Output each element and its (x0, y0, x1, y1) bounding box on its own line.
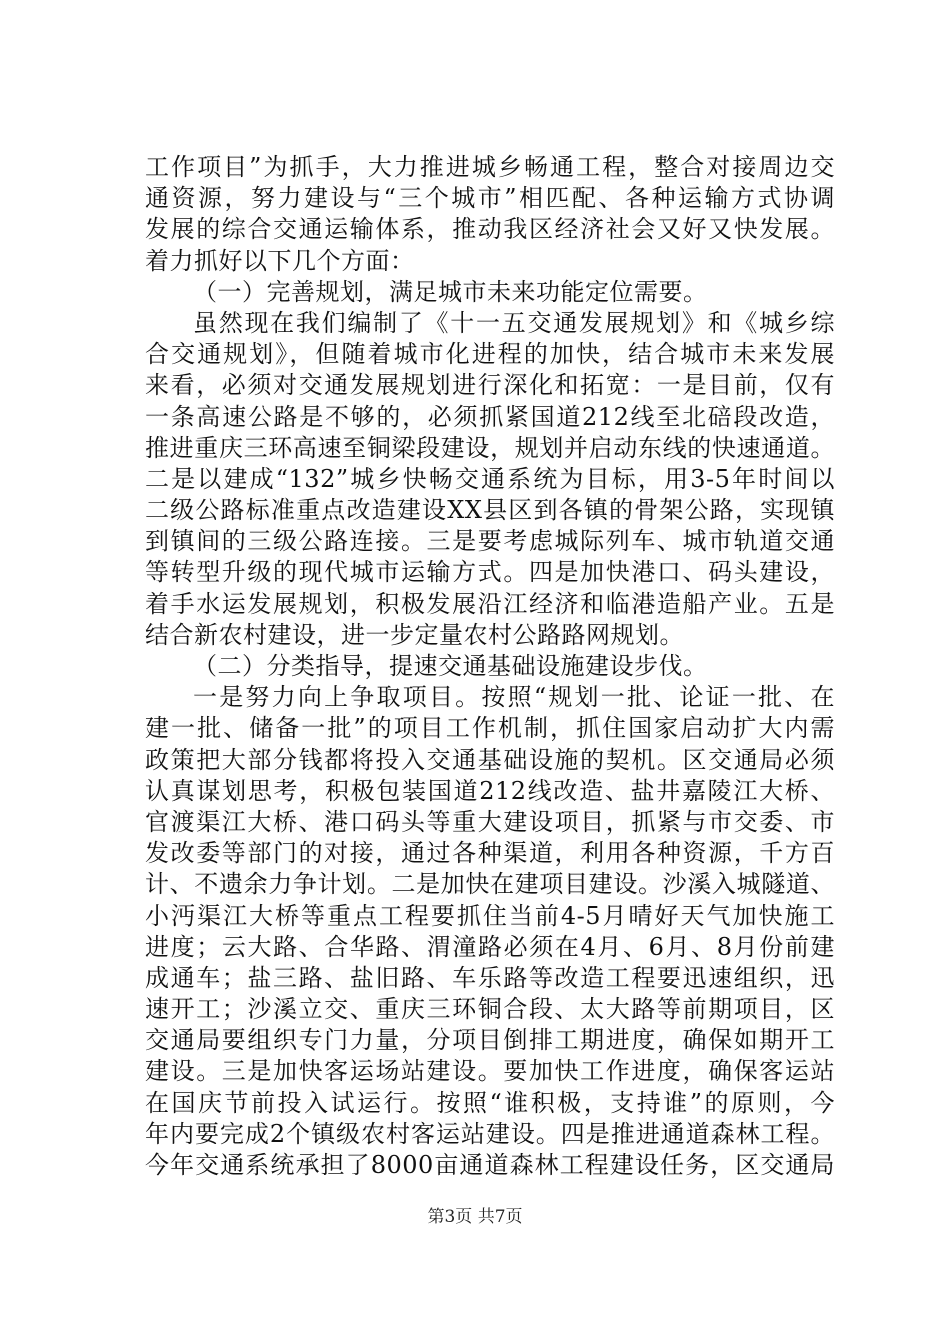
text-line: 发展的综合交通运输体系，推动我区经济社会又好又快发展。 (145, 215, 835, 244)
text-line: 二级公路标准重点改造建设XX县区到各镇的骨架公路，实现镇 (145, 496, 835, 525)
text-line: 二是以建成“132”城乡快畅交通系统为目标，用3-5年时间以 (145, 464, 835, 493)
text-line: 着力抓好以下几个方面： (145, 246, 415, 275)
text-line: 小沔渠江大桥等重点工程要抓住当前4-5月晴好天气加快施工 (145, 901, 835, 930)
text-line: 结合新农村建设，进一步定量农村公路路网规划。 (145, 620, 684, 649)
text-line: 等转型升级的现代城市运输方式。四是加快港口、码头建设， (145, 558, 835, 587)
text-line: 政策把大部分钱都将投入交通基础设施的契机。区交通局必须 (145, 745, 835, 774)
text-line: 成通车；盐三路、盐旧路、车乐路等改造工程要迅速组织，迅 (145, 963, 835, 992)
section-heading: （一）完善规划，满足城市未来功能定位需要。 (193, 277, 708, 306)
text-line: 到镇间的三级公路连接。三是要考虑城际列车、城市轨道交通 (145, 527, 835, 556)
text-line: 今年交通系统承担了8000亩通道森林工程建设任务，区交通局 (145, 1151, 835, 1179)
text-line: 年内要完成2个镇级农村客运站建设。四是推进通道森林工程。 (145, 1119, 835, 1148)
text-line: 计、不遗余力争计划。二是加快在建项目建设。沙溪入城隧道、 (145, 870, 835, 899)
body-text (145, 152, 835, 1181)
text-line: 来看，必须对交通发展规划进行深化和拓宽：一是目前，仅有 (145, 371, 835, 400)
text-line: 在国庆节前投入试运行。按照“谁积极，支持谁”的原则，今 (145, 1088, 835, 1117)
text-line: 通资源，努力建设与“三个城市”相匹配、各种运输方式协调 (145, 184, 835, 213)
text-line: 进度；云大路、合华路、渭潼路必须在4月、6月、8月份前建 (145, 932, 835, 961)
text-line: 建一批、储备一批”的项目工作机制，抓住国家启动扩大内需 (145, 714, 835, 743)
text-line: 一条高速公路是不够的，必须抓紧国道212线至北碚段改造， (145, 402, 835, 431)
text-line: 官渡渠江大桥、港口码头等重大建设项目，抓紧与市交委、市 (145, 807, 835, 836)
section-heading: （二）分类指导，提速交通基础设施建设步伐。 (193, 652, 708, 680)
page-footer: 第3页 共7页 (427, 1207, 523, 1227)
text-line: 一是努力向上争取项目。按照“规划一批、论证一批、在 (193, 683, 835, 712)
text-line: 速开工；沙溪立交、重庆三环铜合段、太大路等前期项目，区 (145, 995, 835, 1024)
text-line: 建设。三是加快客运场站建设。要加快工作进度，确保客运站 (145, 1057, 835, 1086)
text-line: 合交通规划》，但随着城市化进程的加快，结合城市未来发展 (145, 340, 835, 369)
text-line: 交通局要组织专门力量，分项目倒排工期进度，确保如期开工 (145, 1026, 835, 1055)
text-line: 推进重庆三环高速至铜梁段建设，规划并启动东线的快速通道。 (145, 433, 835, 462)
text-line: 认真谋划思考，积极包装国道212线改造、盐井嘉陵江大桥、 (145, 776, 835, 805)
text-line: 发改委等部门的对接，通过各种渠道，利用各种资源，千方百 (145, 839, 835, 868)
text-line: 虽然现在我们编制了《十一五交通发展规划》和《城乡综 (193, 308, 835, 337)
text-line: 着手水运发展规划，积极发展沿江经济和临港造船产业。五是 (145, 589, 835, 618)
text-line: 工作项目”为抓手，大力推进城乡畅通工程，整合对接周边交 (145, 153, 835, 181)
